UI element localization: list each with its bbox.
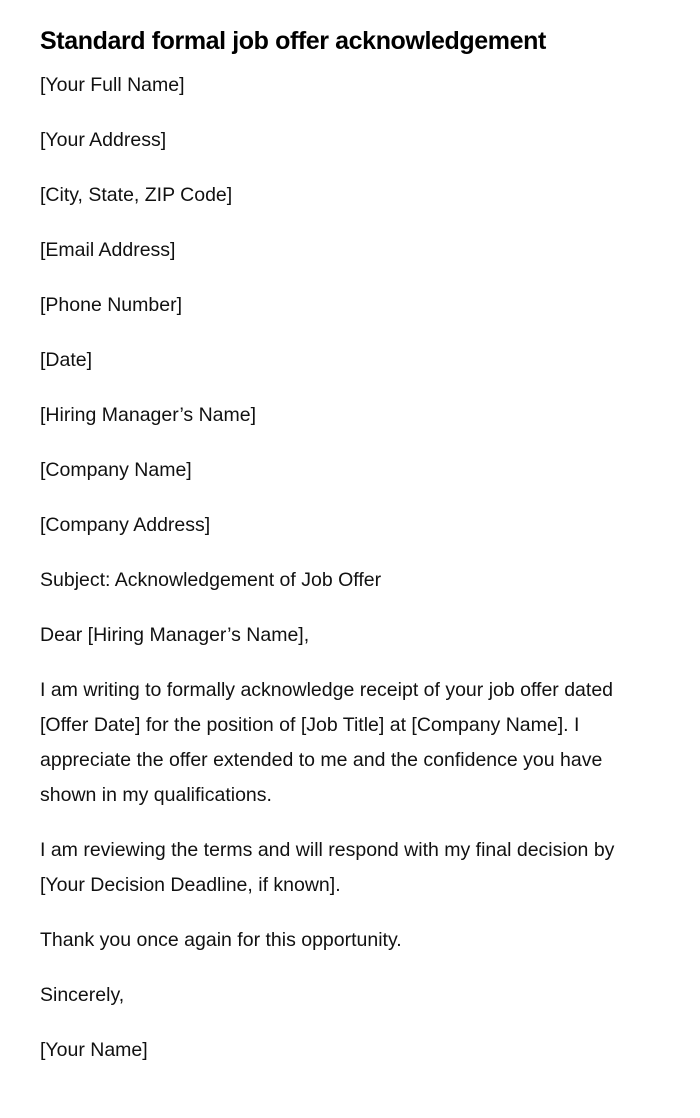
recipient-company: [Company Name]: [40, 459, 192, 481]
document-title: Standard formal job offer acknowledgement: [40, 27, 546, 55]
body-paragraph-2: I am reviewing the terms and will respond with my final decision by [Your Decision Deadline, if known].: [40, 839, 615, 896]
sender-address: [Your Address]: [40, 129, 167, 151]
recipient-name: [Hiring Manager’s Name]: [40, 404, 257, 426]
recipient-company-address: [Company Address]: [40, 514, 211, 536]
sender-full-name: [Your Full Name]: [40, 74, 185, 96]
body-paragraph-3: Thank you once again for this opportunity.: [40, 929, 402, 951]
letter-date: [Date]: [40, 349, 93, 371]
letter-closing: Sincerely,: [40, 984, 125, 1006]
letter-document: [40, 22, 640, 1088]
letter-salutation: Dear [Hiring Manager’s Name],: [40, 624, 310, 646]
sender-email: [Email Address]: [40, 239, 176, 261]
sender-city-state-zip: [City, State, ZIP Code]: [40, 184, 233, 206]
letter-subject: Subject: Acknowledgement of Job Offer: [40, 569, 382, 591]
body-paragraph-1: I am writing to formally acknowledge receipt of your job offer dated [Offer Date] for the position of [Job Title] at [Company Name]. I appreciate the offer extended to me and the confidence you have shown in my qualifications.: [40, 679, 614, 806]
letter-signature: [Your Name]: [40, 1039, 148, 1061]
sender-phone: [Phone Number]: [40, 294, 182, 316]
